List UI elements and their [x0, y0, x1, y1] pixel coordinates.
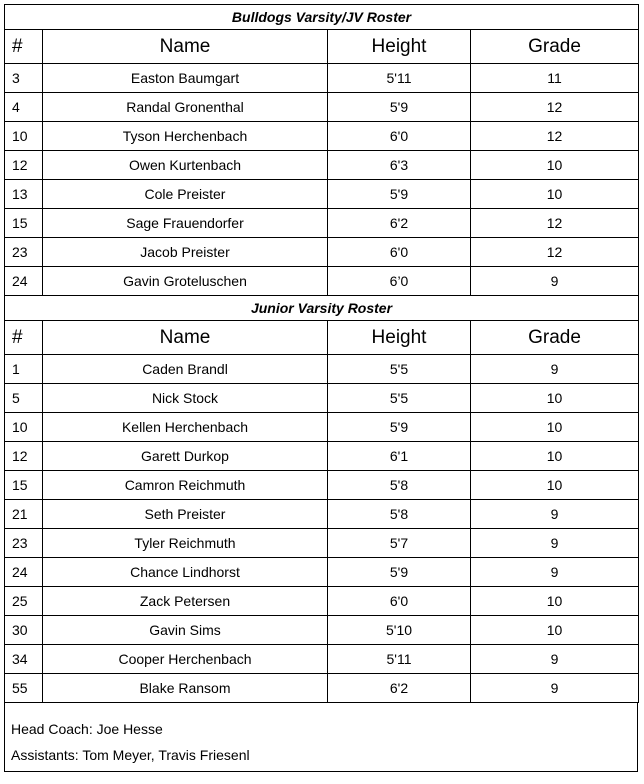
player-name: Easton Baumgart — [43, 64, 328, 93]
player-name: Garett Durkop — [43, 442, 328, 471]
header-number: # — [5, 321, 43, 355]
table-row — [5, 151, 639, 180]
roster-table — [4, 4, 639, 703]
player-grade: 11 — [471, 64, 639, 93]
player-number: 10 — [5, 122, 43, 151]
player-number: 1 — [5, 355, 43, 384]
player-name: Caden Brandl — [43, 355, 328, 384]
varsity-section — [5, 5, 639, 296]
player-name: Tyler Reichmuth — [43, 529, 328, 558]
player-height: 6'0 — [328, 587, 471, 616]
header-grade: Grade — [471, 30, 639, 64]
header-name: Name — [43, 321, 328, 355]
player-name: Gavin Sims — [43, 616, 328, 645]
player-grade: 9 — [471, 355, 639, 384]
jv-section — [5, 296, 639, 703]
player-height: 6'1 — [328, 442, 471, 471]
player-height: 5'9 — [328, 558, 471, 587]
table-row — [5, 209, 639, 238]
player-grade: 9 — [471, 558, 639, 587]
player-name: Zack Petersen — [43, 587, 328, 616]
player-grade: 10 — [471, 413, 639, 442]
table-row — [5, 64, 639, 93]
player-grade: 10 — [471, 384, 639, 413]
player-number: 5 — [5, 384, 43, 413]
player-number: 55 — [5, 674, 43, 703]
table-row — [5, 674, 639, 703]
player-height: 5'8 — [328, 500, 471, 529]
player-grade: 9 — [471, 529, 639, 558]
player-name: Cole Preister — [43, 180, 328, 209]
table-row — [5, 180, 639, 209]
player-number: 12 — [5, 442, 43, 471]
player-number: 25 — [5, 587, 43, 616]
jv-title: Junior Varsity Roster — [5, 296, 639, 321]
jv-header-row — [5, 321, 639, 355]
player-number: 13 — [5, 180, 43, 209]
player-name: Camron Reichmuth — [43, 471, 328, 500]
player-height: 6'3 — [328, 151, 471, 180]
player-grade: 12 — [471, 122, 639, 151]
table-row — [5, 587, 639, 616]
player-number: 23 — [5, 529, 43, 558]
player-height: 6'2 — [328, 674, 471, 703]
player-number: 10 — [5, 413, 43, 442]
player-grade: 10 — [471, 616, 639, 645]
player-height: 5'11 — [328, 645, 471, 674]
player-grade: 10 — [471, 151, 639, 180]
player-name: Chance Lindhorst — [43, 558, 328, 587]
player-grade: 9 — [471, 674, 639, 703]
player-grade: 12 — [471, 93, 639, 122]
player-grade: 9 — [471, 645, 639, 674]
table-row — [5, 616, 639, 645]
table-row — [5, 413, 639, 442]
player-height: 6'0 — [328, 238, 471, 267]
player-height: 6'0 — [328, 122, 471, 151]
table-row — [5, 355, 639, 384]
head-coach-text: Head Coach: Joe Hesse — [11, 721, 163, 737]
player-name: Sage Frauendorfer — [43, 209, 328, 238]
assistants-text: Assistants: Tom Meyer, Travis Friesenl — [11, 747, 250, 763]
player-name: Seth Preister — [43, 500, 328, 529]
player-number: 30 — [5, 616, 43, 645]
header-number: # — [5, 30, 43, 64]
player-number: 21 — [5, 500, 43, 529]
table-row — [5, 238, 639, 267]
player-height: 5'7 — [328, 529, 471, 558]
player-height: 5'11 — [328, 64, 471, 93]
player-height: 5'9 — [328, 93, 471, 122]
varsity-header-row — [5, 30, 639, 64]
player-number: 4 — [5, 93, 43, 122]
player-number: 3 — [5, 64, 43, 93]
player-height: 5'5 — [328, 384, 471, 413]
player-number: 15 — [5, 209, 43, 238]
table-row — [5, 471, 639, 500]
player-grade: 10 — [471, 180, 639, 209]
player-grade: 10 — [471, 587, 639, 616]
player-name: Gavin Groteluschen — [43, 267, 328, 296]
player-height: 5'9 — [328, 180, 471, 209]
player-grade: 9 — [471, 500, 639, 529]
player-height: 5'5 — [328, 355, 471, 384]
player-name: Tyson Herchenbach — [43, 122, 328, 151]
table-row — [5, 558, 639, 587]
player-name: Blake Ransom — [43, 674, 328, 703]
player-height: 5'8 — [328, 471, 471, 500]
header-grade: Grade — [471, 321, 639, 355]
player-name: Jacob Preister — [43, 238, 328, 267]
table-row — [5, 122, 639, 151]
table-row — [5, 267, 639, 296]
player-grade: 12 — [471, 238, 639, 267]
roster-sheet — [4, 4, 638, 772]
header-name: Name — [43, 30, 328, 64]
table-row — [5, 442, 639, 471]
player-name: Randal Gronenthal — [43, 93, 328, 122]
player-name: Nick Stock — [43, 384, 328, 413]
player-number: 24 — [5, 267, 43, 296]
table-row — [5, 93, 639, 122]
player-name: Cooper Herchenbach — [43, 645, 328, 674]
player-name: Kellen Herchenbach — [43, 413, 328, 442]
table-row — [5, 384, 639, 413]
table-row — [5, 645, 639, 674]
player-grade: 10 — [471, 471, 639, 500]
player-height: 6’0 — [328, 267, 471, 296]
player-number: 12 — [5, 151, 43, 180]
player-number: 34 — [5, 645, 43, 674]
player-number: 15 — [5, 471, 43, 500]
player-grade: 9 — [471, 267, 639, 296]
header-height: Height — [328, 321, 471, 355]
table-row — [5, 500, 639, 529]
player-height: 5'10 — [328, 616, 471, 645]
player-number: 23 — [5, 238, 43, 267]
player-grade: 12 — [471, 209, 639, 238]
player-grade: 10 — [471, 442, 639, 471]
player-name: Owen Kurtenbach — [43, 151, 328, 180]
header-height: Height — [328, 30, 471, 64]
player-number: 24 — [5, 558, 43, 587]
player-height: 6'2 — [328, 209, 471, 238]
player-height: 5'9 — [328, 413, 471, 442]
table-row — [5, 529, 639, 558]
varsity-title: Bulldogs Varsity/JV Roster — [5, 5, 639, 30]
coaches-footer — [4, 703, 638, 772]
